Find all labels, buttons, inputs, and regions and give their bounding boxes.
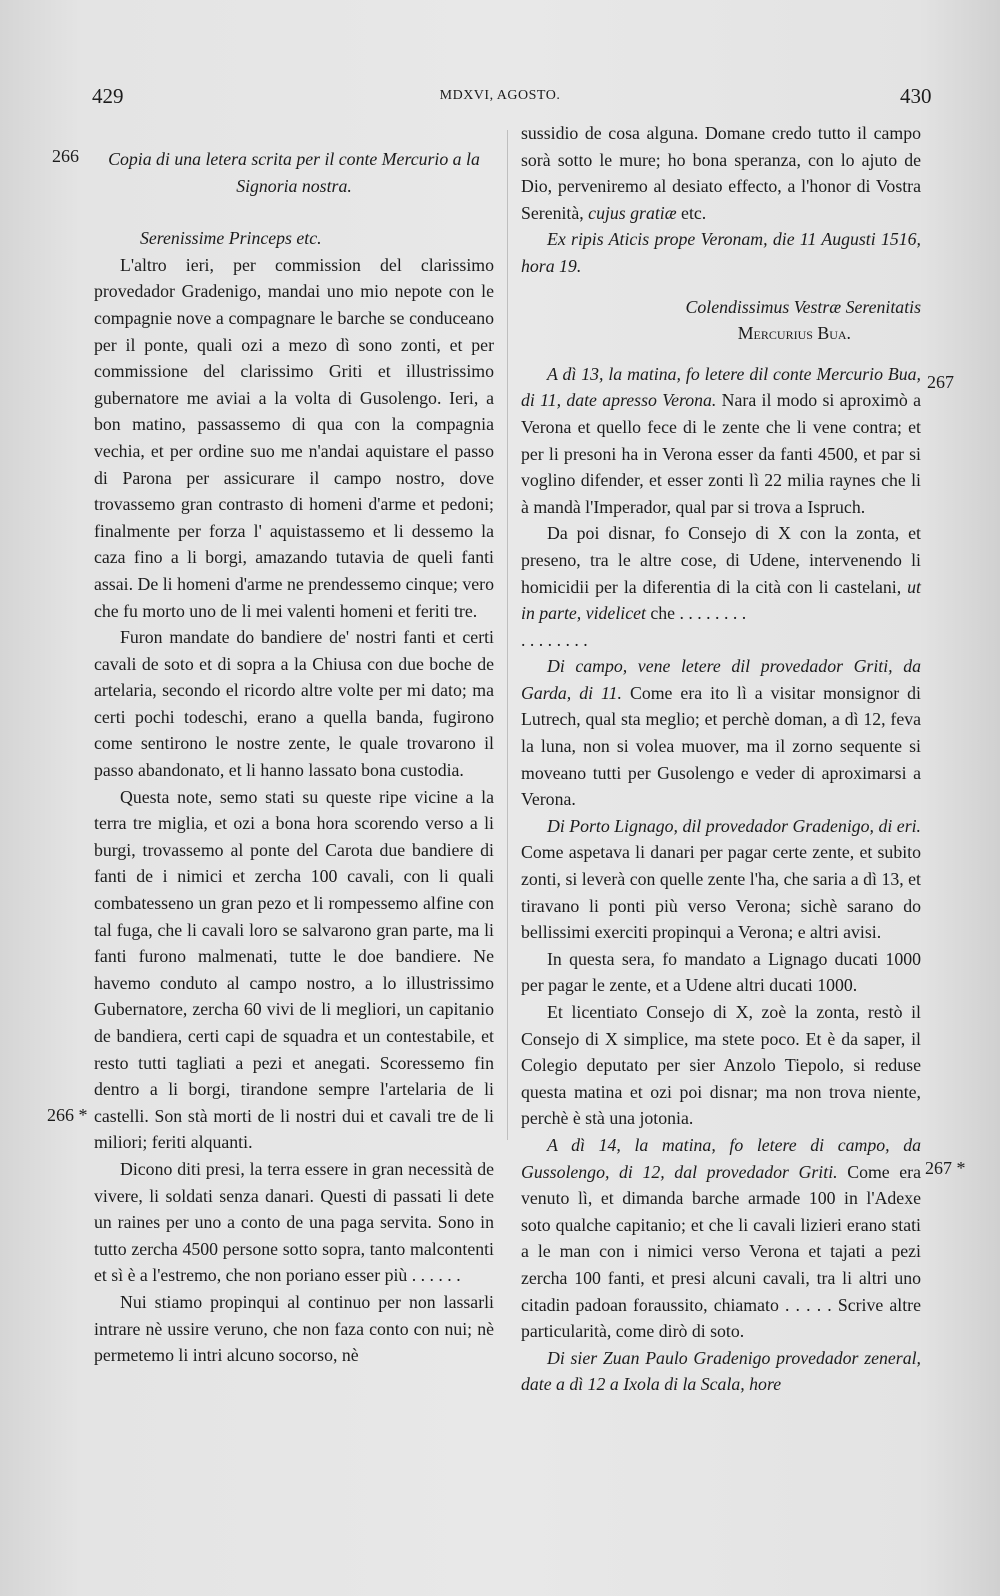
paragraph: Dicono diti presi, la terra essere in gran necessità de vivere, li soldati senza danari. Questi di passati li dete un raines per uno a conto de una paga servita. Sono in tutto zercha 4500 persone sotto sopra, tanto malcontenti et sì è a l'estremo, che non poriano esser più . . . . . . [94, 1158, 494, 1286]
margin-number: 266 * [47, 1105, 88, 1125]
spacer [521, 280, 921, 294]
text-run-italic: cujus gratiæ [588, 202, 677, 223]
text-run: Come era ito lì a visitar monsignor di Lutrech, qual sta meglio; et perchè doman, a dì 12, feva la luna, non si volea muover, ma il zorno sequente si moveano tutti per Gusolengo e veder di aproximarsi a Verona. [521, 682, 921, 810]
text-run: etc. [681, 202, 707, 223]
page-number-right: 430 [900, 84, 932, 108]
margin-number: 266 [52, 146, 79, 166]
text-run-italic: Di Porto Lignago, dil provedador Gradenigo, di eri. [547, 815, 921, 836]
paragraph: Furon mandate do bandiere de' nostri fanti et certi cavali de soto et di sopra a la Chiusa con due boche de artelaria, secondo el ricordo altre volte per mi dato; ma certi pochi todeschi, erano a quella banda, fugirono come sentirono le nostre zente, le quale trovarono il passo abandonato, et li hanno lassato bona custodia. [94, 627, 494, 781]
right-column [521, 120, 921, 1398]
letter-title: Copia di una letera scrita per il conte Mercurio a la Signoria nostra. [108, 149, 480, 196]
text-run-italic: A dì 14, la matina, fo letere di campo, da Gussolengo, di 12, dal provedador Griti. [521, 1134, 921, 1182]
text-run: sussidio de cosa alguna. Domane credo tutto il campo sorà sotto le mure; ho bona speranza, con lo ajuto de Dio, perveniremo al desiato effecto, a l'honor di Vostra Serenità, [521, 123, 921, 223]
column-divider [507, 130, 508, 1140]
margin-number: 267 * [925, 1158, 966, 1178]
paragraph: Di sier Zuan Paulo Gradenigo provedador zeneral, date a dì 12 a Ixola di la Scala, hore [521, 1347, 921, 1395]
salutation: Serenissime Princeps etc. [140, 228, 322, 249]
paragraph: Nui stiamo propinqui al continuo per non lassarli intrare nè ussire veruno, che non faza conto con nui; nè permetemo li intri alcuno socorso, nè [94, 1291, 494, 1366]
paragraph [521, 520, 921, 626]
paragraph: L'altro ieri, per commission del clarissimo provedador Gradenigo, mandai uno mio nepote con le compagnie nove a compagnare le barche se conduceano per il ponte, quali ozi a mezo dì sono zonti, et per commissione del clarissimo Griti et illustrissimo gubernatore me aviai a la volta di Gusolengo. Ieri, a bon matino, passassemo di qua con la compagnia vechia, et per ordine suo me n'andai aquistare el passo di Parona per assicurare il campo nostro, dove trovassemo gran contrasto di homeni d'arme et pedoni; finalmente per forza l' aquistassemo et li dessemo la caza fino a li borgi, amazando tutavia de queli fanti assai. De li homeni d'arme ne prendessemo cinque; vero che fu morto uno de li mei valenti homeni et feriti tre. [94, 254, 494, 621]
text-run: che . . . . . . . . [650, 603, 747, 624]
paragraph [521, 361, 921, 521]
paragraph [521, 1132, 921, 1345]
paragraph: In questa sera, fo mandato a Lignago ducati 1000 per pagar le zente, et a Udene altri ducati 1000. [521, 948, 921, 996]
dateline: Ex ripis Aticis prope Veronam, die 11 Augusti 1516, hora 19. [521, 229, 921, 276]
text-run-italic: A dì 13, la matina, fo letere dil conte Mercurio Bua, di 11, date apresso Verona. [521, 363, 921, 411]
paragraph [521, 653, 921, 813]
paragraph [521, 813, 921, 946]
spacer [94, 199, 494, 225]
text-run-italic: ut in parte, videlicet [521, 576, 921, 624]
paragraph: Et licentiato Consejo di X, zoè la zonta, restò il Consejo di X simplice, ma stete poco. Et è da saper, il Colegio deputato per sier Anzolo Tiepolo, si reduse questa matina et ozi poi disnar; ma non trova niente, perchè è stà una jotonia. [521, 1002, 921, 1129]
text-run: Come aspetava li danari per pagar certe zente, et subito zonti, si leverà con quelle zente l'ha, che saria a dì 13, et tiravano li ponti più verso Verona; sichè sarano do bellissimi exerciti propinqui a Verona; e altri avisi. [521, 842, 921, 943]
page-number-left: 429 [92, 84, 124, 108]
running-title: MDXVI, AGOSTO. [439, 88, 561, 103]
text-run: Come era venuto lì, et dimanda barche armade 100 in l'Adexe soto qualche capitanio; et che li cavali lizieri erano stati a le man con i nimici verso Verona et tajati a pezi zercha 100 fanti, et presi alcuni cavali, tra li altri uno citadin padoan foraussito, chiamato . . . . . Scrive altre particularità, come dirò di soto. [521, 1161, 921, 1342]
text-run-italic: Di campo, vene letere dil provedador Griti, da Garda, di 11. [521, 656, 921, 703]
signature: Mercurius Bua. [737, 323, 851, 344]
spacer [521, 347, 921, 361]
text-run: Nara il modo si aproximò a Verona et quello fece di le zente che li vene contra; et per li presoni ha in Verona esser da fanti 4500, et par si voglino difender, et esser zonti lì 22 milia raynes che li à mandà l'Imperador, qual par si trova a Ispruch. [521, 390, 921, 517]
left-column [94, 120, 494, 1369]
paragraph: Questa note, semo stati su queste ripe vicine a la terra tre miglia, et ozi a bona hora scorendo verso a li burgi, trovassemo al ponte del Carota due bandiere di fanti de i nimici et zercha 100 cavali, con li quali combatesseno un gran pezo et li rompessemo alfine con tal fuga, che li cavali loro se salvarono gran parte, ma li fanti furono malmenati, tutte le doe bandiere. Ne havemo conduto al campo nostro, a lo illustrissimo Gubernatore, zercha 60 vivi de li megliori, un capitanio de bandiera, certi capi de squadra et un contestabile, et resto tutti tagliati a pezi et anegati. Scoressemo fin dentro a li borgi, tirandone sempre l'artelaria de li castelli. Son stà morti de li nostri dui et cavali tre de li miliori; feriti alquanti. [94, 786, 494, 1153]
closing: Colendissimus Vestræ Serenitatis [685, 296, 921, 317]
ellipsis-line: . . . . . . . . [521, 629, 588, 650]
paragraph [521, 120, 921, 226]
text-run: Da poi disnar, fo Consejo di X con la zonta, et preseno, tra le altre cose, di Udene, intervenendo li homicidii per la diferentia di la cità con li castelani, [521, 523, 921, 597]
margin-number: 267 [927, 372, 954, 392]
